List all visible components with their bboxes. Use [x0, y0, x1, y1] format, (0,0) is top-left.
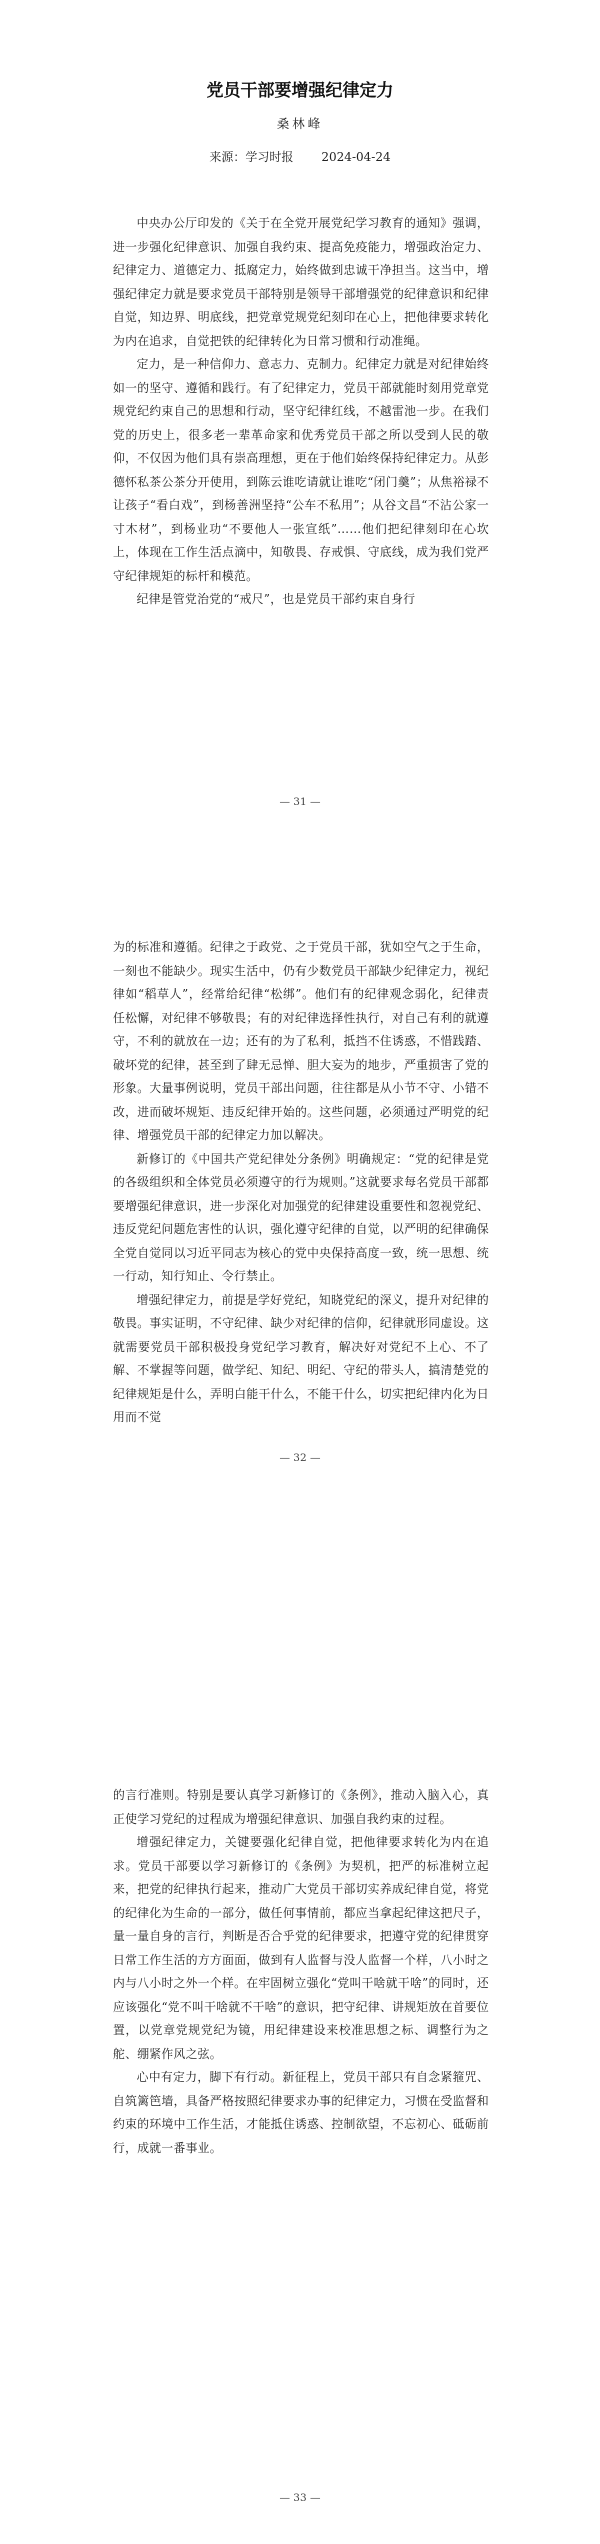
article-meta [0, 148, 600, 165]
page-2-body [113, 936, 489, 1430]
paragraph: 的言行准则。特别是要认真学习新修订的《条例》，推动入脑入心，真正使学习党纪的过程成为增强纪律意识、加强自我约束的过程。 [113, 1788, 489, 1826]
page-1-body [113, 212, 489, 612]
paragraph: 为的标准和遵循。纪律之于政党、之于党员干部，犹如空气之于生命，一刻也不能缺少。现实生活中，仍有少数党员干部缺少纪律定力，视纪律如“稻草人”，经常给纪律“松绑”。他们有的纪律观念弱化，纪律责任松懈，对纪律不够敬畏；有的对纪律选择性执行，对自己有利的就遵守，不利的就放在一边；还有的为了私利，抵挡不住诱惑，不惜践踏、破坏党的纪律，甚至到了肆无忌惮、胆大妄为的地步，严重损害了党的形象。大量事例说明，党员干部出问题，往往都是从小节不守、小错不改，进而破坏规矩、违反纪律开始的。这些问题，必须通过严明党的纪律、增强党员干部的纪律定力加以解决。 [113, 940, 489, 1142]
paragraph: 中央办公厅印发的《关于在全党开展党纪学习教育的通知》强调，进一步强化纪律意识、加强自我约束、提高免疫能力，增强政治定力、纪律定力、道德定力、抵腐定力，始终做到忠诚干净担当。这当中，增强纪律定力就是要求党员干部特别是领导干部增强党的纪律意识和纪律自觉，知边界、明底线，把党章党规党纪刻印在心上，把他律要求转化为内在追求，自觉把铁的纪律转化为日常习惯和行动准绳。 [113, 216, 489, 348]
article-title: 党员干部要增强纪律定力 [206, 81, 394, 101]
paragraph: 定力，是一种信仰力、意志力、克制力。纪律定力就是对纪律始终如一的坚守、遵循和践行。有了纪律定力，党员干部就能时刻用党章党规党纪约束自己的思想和行动，坚守纪律红线，不越雷池一步。在我们党的历史上，很多老一辈革命家和优秀党员干部之所以受到人民的敬仰，不仅因为他们具有崇高理想，更在于他们始终保持纪律定力。从彭德怀私茶公茶分开使用，到陈云谁吃请就让谁吃“闭门羹”；从焦裕禄不让孩子“看白戏”，到杨善洲坚持“公车不私用”；从谷文昌“不沾公家一寸木材”，到杨业功“不要他人一张宣纸”……他们把纪律刻印在心坎上，体现在工作生活点滴中，知敬畏、存戒惧、守底线，成为我们党严守纪律规矩的标杆和模范。 [113, 357, 489, 583]
page-number: — 32 — [279, 1452, 321, 1464]
page-3 [0, 1696, 600, 2544]
paragraph: 心中有定力，脚下有行动。新征程上，党员干部只有自念紧箍咒、自筑篱笆墙，具备严格按照纪律要求办事的纪律定力，习惯在受监督和约束的环境中工作生活，才能抵住诱惑、控制欲望，不忘初心、砥砺前行，成就一番事业。 [113, 2070, 489, 2155]
article-date: 2024-04-24 [321, 150, 391, 164]
article-source: 来源：学习时报 [209, 150, 294, 164]
page-2 [0, 848, 600, 1696]
page-1 [0, 0, 600, 848]
paragraph: 增强纪律定力，前提是学好党纪，知晓党纪的深义，提升对纪律的敬畏。事实证明，不守纪律、缺少对纪律的信仰，纪律就形同虚设。这就需要党员干部积极投身党纪学习教育，解决好对党纪不上心、不了解、不掌握等问题，做学纪、知纪、明纪、守纪的带头人，搞清楚党的纪律规矩是什么，弄明白能干什么，不能干什么，切实把纪律内化为日用而不觉 [113, 1292, 489, 1424]
page-3-body [113, 1784, 489, 2160]
page-number: — 33 — [279, 2492, 321, 2504]
paragraph: 新修订的《中国共产党纪律处分条例》明确规定：“党的纪律是党的各级组织和全体党员必须遵守的行为规则。”这就要求每名党员干部都要增强纪律意识，进一步深化对加强党的纪律建设重要性和忽视党纪、违反党纪问题危害性的认识，强化遵守纪律的自觉，以严明的纪律确保全党自觉同以习近平同志为核心的党中央保持高度一致，统一思想、统一行动，知行知止、令行禁止。 [113, 1151, 489, 1283]
paragraph: 增强纪律定力，关键要强化纪律自觉，把他律要求转化为内在追求。党员干部要以学习新修订的《条例》为契机，把严的标准树立起来，把党的纪律执行起来，推动广大党员干部切实养成纪律自觉，将党的纪律化为生命的一部分，做任何事情前，都应当拿起纪律这把尺子，量一量自身的言行，判断是否合乎党的纪律要求，把遵守党的纪律贯穿日常工作生活的方方面面，做到有人监督与没人监督一个样，八小时之内与八小时之外一个样。在牢固树立强化“党叫干啥就干啥”的同时，还应该强化“党不叫干啥就不干啥”的意识，把守纪律、讲规矩放在首要位置，以党章党规党纪为镜，用纪律建设来校准思想之标、调整行为之舵、绷紧作风之弦。 [113, 1835, 489, 2061]
article-author: 桑林峰 [276, 116, 324, 131]
page-number: — 31 — [279, 796, 321, 808]
paragraph: 纪律是管党治党的“戒尺”，也是党员干部约束自身行 [136, 592, 416, 606]
